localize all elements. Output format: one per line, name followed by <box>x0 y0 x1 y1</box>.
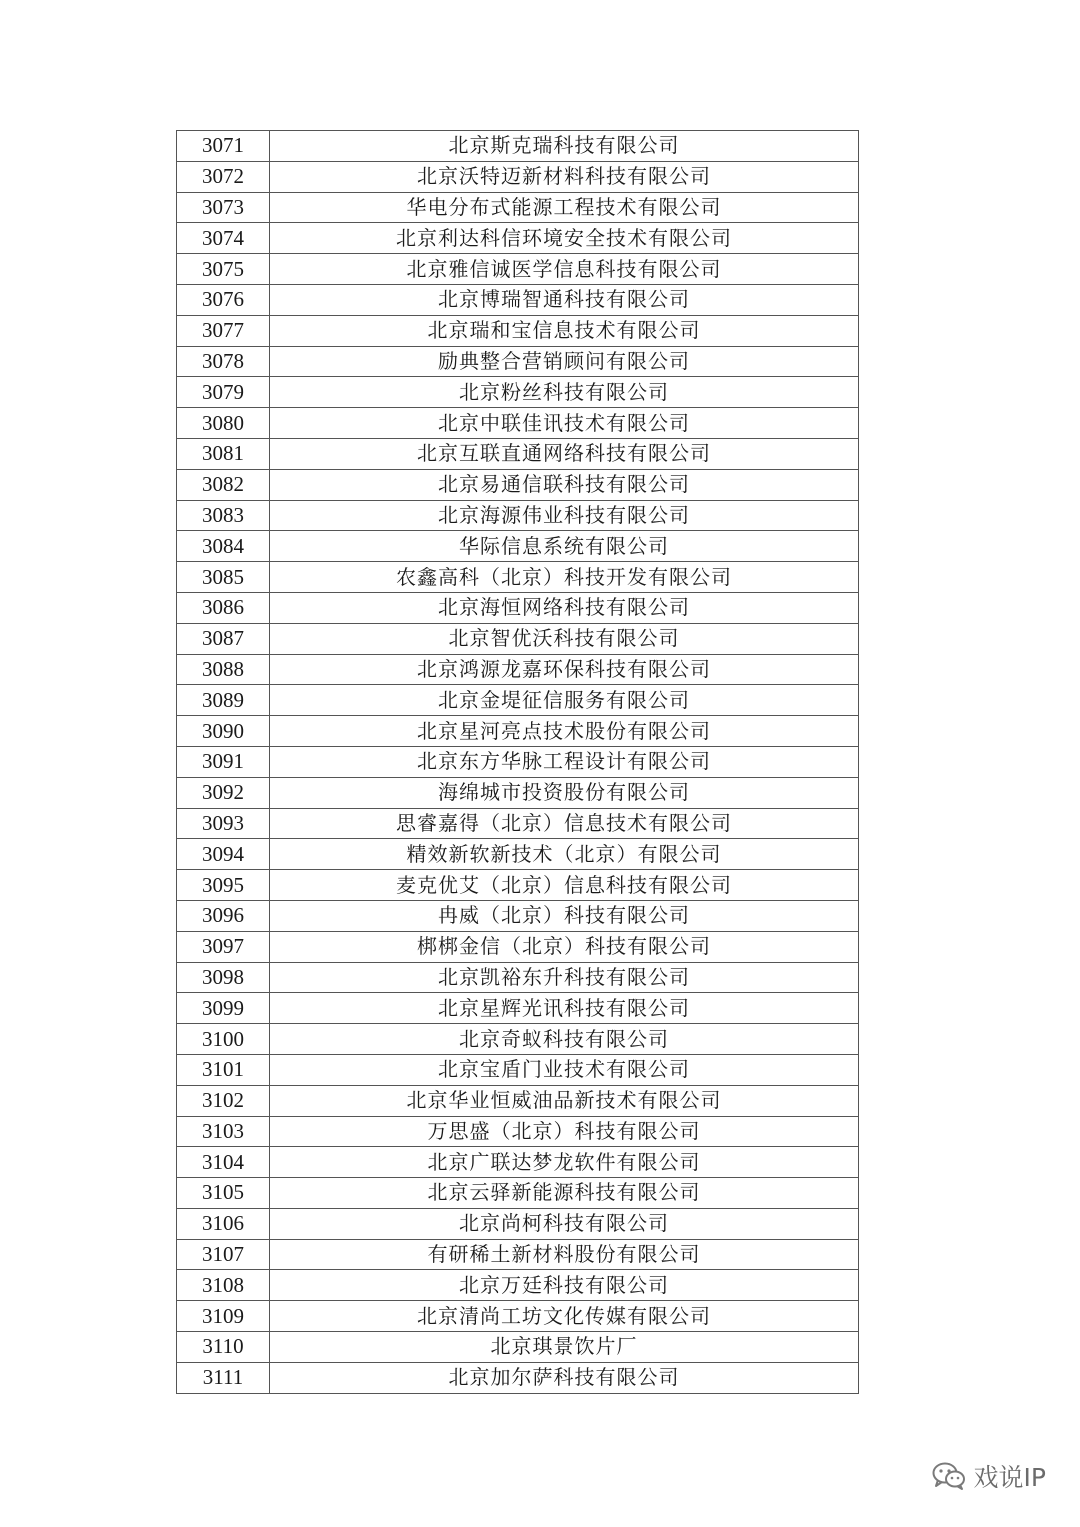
table-row <box>177 562 859 593</box>
table-row <box>177 192 859 223</box>
company-table <box>176 130 859 1394</box>
row-number: 3090 <box>177 716 270 747</box>
table-row <box>177 685 859 716</box>
wechat-icon <box>932 1461 966 1491</box>
table-row <box>177 1116 859 1147</box>
table-row <box>177 469 859 500</box>
table-row <box>177 654 859 685</box>
row-number: 3108 <box>177 1270 270 1301</box>
row-number: 3104 <box>177 1147 270 1178</box>
table-row <box>177 592 859 623</box>
row-number: 3073 <box>177 192 270 223</box>
company-name: 农鑫高科（北京）科技开发有限公司 <box>270 562 859 593</box>
table-row <box>177 993 859 1024</box>
row-number: 3077 <box>177 315 270 346</box>
table-row <box>177 408 859 439</box>
table-row <box>177 223 859 254</box>
company-name: 梆梆金信（北京）科技有限公司 <box>270 931 859 962</box>
row-number: 3094 <box>177 839 270 870</box>
company-name: 北京东方华脉工程设计有限公司 <box>270 746 859 777</box>
table-row <box>177 254 859 285</box>
company-name: 北京智优沃科技有限公司 <box>270 623 859 654</box>
table-row <box>177 500 859 531</box>
table-row <box>177 346 859 377</box>
table-row <box>177 962 859 993</box>
row-number: 3078 <box>177 346 270 377</box>
company-name: 励典整合营销顾问有限公司 <box>270 346 859 377</box>
table-row <box>177 1270 859 1301</box>
row-number: 3071 <box>177 131 270 162</box>
company-name: 思睿嘉得（北京）信息技术有限公司 <box>270 808 859 839</box>
row-number: 3091 <box>177 746 270 777</box>
row-number: 3075 <box>177 254 270 285</box>
table-row <box>177 161 859 192</box>
table-row <box>177 839 859 870</box>
row-number: 3095 <box>177 870 270 901</box>
table-row <box>177 777 859 808</box>
company-name: 北京易通信联科技有限公司 <box>270 469 859 500</box>
row-number: 3093 <box>177 808 270 839</box>
company-name: 北京星辉光讯科技有限公司 <box>270 993 859 1024</box>
company-name: 麦克优艾（北京）信息科技有限公司 <box>270 870 859 901</box>
row-number: 3099 <box>177 993 270 1024</box>
row-number: 3074 <box>177 223 270 254</box>
row-number: 3089 <box>177 685 270 716</box>
company-name: 北京沃特迈新材料科技有限公司 <box>270 161 859 192</box>
table-row <box>177 1054 859 1085</box>
row-number: 3082 <box>177 469 270 500</box>
table-row <box>177 746 859 777</box>
row-number: 3097 <box>177 931 270 962</box>
watermark-text: 戏说IP <box>973 1463 1046 1492</box>
table-row <box>177 1178 859 1209</box>
company-name: 北京瑞和宝信息技术有限公司 <box>270 315 859 346</box>
company-name: 北京宝盾门业技术有限公司 <box>270 1054 859 1085</box>
table-row <box>177 1301 859 1332</box>
company-name: 北京中联佳讯技术有限公司 <box>270 408 859 439</box>
row-number: 3101 <box>177 1054 270 1085</box>
company-name: 北京星河亮点技术股份有限公司 <box>270 716 859 747</box>
company-table-container <box>176 130 858 1394</box>
table-row <box>177 377 859 408</box>
row-number: 3079 <box>177 377 270 408</box>
table-row <box>177 931 859 962</box>
company-name: 北京云驿新能源科技有限公司 <box>270 1178 859 1209</box>
table-row <box>177 1239 859 1270</box>
company-name: 北京加尔萨科技有限公司 <box>270 1362 859 1393</box>
row-number: 3081 <box>177 438 270 469</box>
table-row <box>177 131 859 162</box>
row-number: 3100 <box>177 1024 270 1055</box>
company-name: 北京万廷科技有限公司 <box>270 1270 859 1301</box>
company-name: 北京凯裕东升科技有限公司 <box>270 962 859 993</box>
company-name: 北京雅信诚医学信息科技有限公司 <box>270 254 859 285</box>
table-row <box>177 1332 859 1363</box>
company-name: 北京粉丝科技有限公司 <box>270 377 859 408</box>
row-number: 3102 <box>177 1085 270 1116</box>
table-row <box>177 870 859 901</box>
company-name: 北京鸿源龙嘉环保科技有限公司 <box>270 654 859 685</box>
row-number: 3096 <box>177 900 270 931</box>
row-number: 3083 <box>177 500 270 531</box>
row-number: 3098 <box>177 962 270 993</box>
row-number: 3080 <box>177 408 270 439</box>
row-number: 3086 <box>177 592 270 623</box>
company-name: 北京琪景饮片厂 <box>270 1332 859 1363</box>
table-row <box>177 315 859 346</box>
company-name: 万思盛（北京）科技有限公司 <box>270 1116 859 1147</box>
row-number: 3105 <box>177 1178 270 1209</box>
company-name: 北京奇蚁科技有限公司 <box>270 1024 859 1055</box>
row-number: 3110 <box>177 1332 270 1363</box>
company-name: 北京华业恒威油品新技术有限公司 <box>270 1085 859 1116</box>
company-name: 北京金堤征信服务有限公司 <box>270 685 859 716</box>
table-row <box>177 900 859 931</box>
table-row <box>177 716 859 747</box>
company-name: 华际信息系统有限公司 <box>270 531 859 562</box>
row-number: 3109 <box>177 1301 270 1332</box>
table-row <box>177 1024 859 1055</box>
row-number: 3076 <box>177 284 270 315</box>
row-number: 3085 <box>177 562 270 593</box>
table-row <box>177 1362 859 1393</box>
table-row <box>177 1085 859 1116</box>
company-name: 华电分布式能源工程技术有限公司 <box>270 192 859 223</box>
company-name: 北京斯克瑞科技有限公司 <box>270 131 859 162</box>
table-row <box>177 531 859 562</box>
company-name: 北京清尚工坊文化传媒有限公司 <box>270 1301 859 1332</box>
row-number: 3107 <box>177 1239 270 1270</box>
table-row <box>177 808 859 839</box>
company-name: 北京广联达梦龙软件有限公司 <box>270 1147 859 1178</box>
table-row <box>177 1147 859 1178</box>
table-row <box>177 438 859 469</box>
company-name: 北京利达科信环境安全技术有限公司 <box>270 223 859 254</box>
company-table-body <box>177 131 859 1394</box>
row-number: 3072 <box>177 161 270 192</box>
watermark <box>932 1458 1046 1494</box>
row-number: 3088 <box>177 654 270 685</box>
table-row <box>177 284 859 315</box>
table-row <box>177 623 859 654</box>
row-number: 3106 <box>177 1208 270 1239</box>
company-name: 北京互联直通网络科技有限公司 <box>270 438 859 469</box>
row-number: 3111 <box>177 1362 270 1393</box>
company-name: 北京海源伟业科技有限公司 <box>270 500 859 531</box>
company-name: 北京尚柯科技有限公司 <box>270 1208 859 1239</box>
table-row <box>177 1208 859 1239</box>
company-name: 海绵城市投资股份有限公司 <box>270 777 859 808</box>
row-number: 3087 <box>177 623 270 654</box>
row-number: 3092 <box>177 777 270 808</box>
company-name: 北京海恒网络科技有限公司 <box>270 592 859 623</box>
company-name: 精效新软新技术（北京）有限公司 <box>270 839 859 870</box>
row-number: 3103 <box>177 1116 270 1147</box>
company-name: 有研稀土新材料股份有限公司 <box>270 1239 859 1270</box>
company-name: 冉威（北京）科技有限公司 <box>270 900 859 931</box>
row-number: 3084 <box>177 531 270 562</box>
company-name: 北京博瑞智通科技有限公司 <box>270 284 859 315</box>
